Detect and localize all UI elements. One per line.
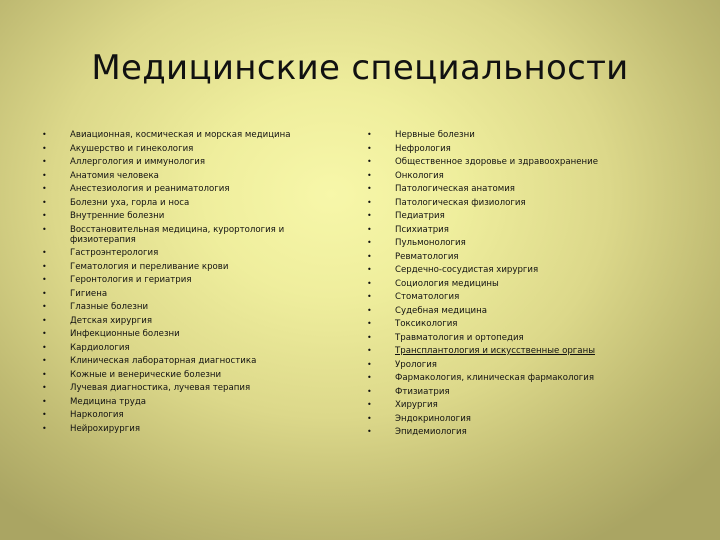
bullet-icon: • <box>42 275 47 284</box>
list-item <box>42 289 337 299</box>
bullet-icon: • <box>42 197 47 207</box>
bullet-icon: • <box>367 319 372 328</box>
list-item-label: Нейрохирургия <box>70 423 140 434</box>
list-item-link[interactable]: Трансплантология и искусственные органы <box>395 346 595 356</box>
list-item <box>367 319 687 329</box>
list-item <box>367 400 687 410</box>
bullet-icon: • <box>367 224 372 234</box>
list-item-label: Судебная медицина <box>395 305 488 316</box>
bullet-icon: • <box>42 302 47 311</box>
list-item <box>367 414 687 424</box>
bullet-icon: • <box>367 265 372 274</box>
list-item-label: Детская хирургия <box>70 315 153 326</box>
list-item <box>42 370 337 380</box>
list-item <box>42 262 337 272</box>
bullet-icon: • <box>42 184 47 193</box>
list-item <box>367 360 687 370</box>
bullet-icon: • <box>367 130 372 139</box>
list-item <box>42 130 337 140</box>
bullet-icon: • <box>367 251 372 261</box>
list-item-label: Нефрология <box>395 143 451 154</box>
list-item-label: Эпидемиология <box>395 427 467 437</box>
bullet-icon: • <box>42 224 47 234</box>
list-item-label: Медицина труда <box>70 396 147 407</box>
list-item <box>367 265 687 275</box>
specialties-list-right <box>367 130 687 441</box>
list-item-label: Восстановительная медицина, курортология и физиотерапия <box>70 224 285 245</box>
list-item <box>42 424 337 434</box>
bullet-icon: • <box>42 423 47 433</box>
bullet-icon: • <box>367 427 372 436</box>
slide-title: Медицинские специальности <box>91 48 629 88</box>
bullet-icon: • <box>367 373 372 382</box>
list-item <box>42 383 337 393</box>
list-item-label: Токсикология <box>395 319 458 329</box>
list-item <box>367 252 687 262</box>
bullet-icon: • <box>367 346 372 355</box>
list-item <box>42 144 337 154</box>
bullet-icon: • <box>367 386 372 396</box>
list-item <box>42 397 337 407</box>
list-item <box>42 211 337 221</box>
list-item-label: Патологическая анатомия <box>395 184 515 194</box>
bullet-icon: • <box>42 261 47 271</box>
list-item <box>42 171 337 181</box>
bullet-icon: • <box>367 400 372 409</box>
list-item <box>367 306 687 316</box>
bullet-icon: • <box>367 170 372 180</box>
list-item-label: Геронтология и гериатрия <box>70 275 192 285</box>
list-item-label: Эндокринология <box>395 413 471 424</box>
list-item <box>367 130 687 140</box>
list-item-label: Гигиена <box>70 288 108 299</box>
list-item-label: Фармакология, клиническая фармакология <box>395 373 595 383</box>
list-item <box>367 144 687 154</box>
list-item-label: Ревматология <box>395 251 459 262</box>
list-item-label: Психиатрия <box>395 224 449 235</box>
bullet-icon: • <box>42 143 47 153</box>
bullet-icon: • <box>42 329 47 338</box>
list-item <box>42 248 337 258</box>
list-item <box>367 225 687 235</box>
bullet-icon: • <box>367 143 372 153</box>
bullet-icon: • <box>367 238 372 247</box>
list-item <box>367 184 687 194</box>
list-item <box>367 292 687 302</box>
list-item <box>367 427 687 437</box>
list-item <box>367 387 687 397</box>
bullet-icon: • <box>367 211 372 220</box>
bullet-icon: • <box>42 315 47 325</box>
bullet-icon: • <box>42 130 47 139</box>
bullet-icon: • <box>42 342 47 352</box>
list-item <box>42 275 337 285</box>
list-item <box>42 316 337 326</box>
list-item-label: Хирургия <box>395 400 438 410</box>
list-item <box>367 171 687 181</box>
bullet-icon: • <box>367 292 372 301</box>
list-item <box>367 238 687 248</box>
list-item-label: Гастроэнтерология <box>70 248 159 258</box>
list-item-label: Анатомия человека <box>70 170 159 181</box>
bullet-icon: • <box>367 184 372 193</box>
bullet-icon: • <box>42 383 47 392</box>
list-item-label: Патологическая физиология <box>395 197 526 208</box>
bullet-icon: • <box>42 410 47 419</box>
bullet-icon: • <box>367 197 372 207</box>
bullet-icon: • <box>42 356 47 365</box>
list-item-label: Гематология и переливание крови <box>70 261 229 272</box>
list-item <box>367 211 687 221</box>
list-item-label: Кожные и венерические болезни <box>70 369 222 380</box>
bullet-icon: • <box>367 332 372 342</box>
list-item-label: Социология медицины <box>395 278 499 289</box>
bullet-icon: • <box>42 248 47 257</box>
list-item <box>42 302 337 312</box>
list-item-label: Инфекционные болезни <box>70 329 180 339</box>
list-item <box>42 356 337 366</box>
bullet-icon: • <box>42 288 47 298</box>
bullet-icon: • <box>42 170 47 180</box>
list-item-label: Акушерство и гинекология <box>70 143 194 154</box>
bullet-icon: • <box>42 211 47 220</box>
list-item <box>42 198 337 208</box>
list-item-label: Лучевая диагностика, лучевая терапия <box>70 383 251 393</box>
list-item <box>42 184 337 194</box>
list-item-label: Глазные болезни <box>70 302 149 312</box>
bullet-icon: • <box>367 305 372 315</box>
list-item-label: Нервные болезни <box>395 130 475 140</box>
bullet-icon: • <box>42 369 47 379</box>
list-item <box>42 410 337 420</box>
list-item <box>367 373 687 383</box>
list-item <box>367 279 687 289</box>
list-item <box>42 329 337 339</box>
list-item-label: Внутренние болезни <box>70 211 165 221</box>
list-item-label: Кардиология <box>70 342 130 353</box>
list-item[interactable] <box>367 346 687 356</box>
bullet-icon: • <box>367 413 372 423</box>
bullet-icon: • <box>367 157 372 166</box>
list-item-label: Урология <box>395 359 437 370</box>
list-item-label: Фтизиатрия <box>395 386 450 397</box>
bullet-icon: • <box>367 278 372 288</box>
list-item-label: Болезни уха, горла и носа <box>70 197 190 208</box>
list-item <box>367 198 687 208</box>
list-item-label: Пульмонология <box>395 238 466 248</box>
bullet-icon: • <box>42 157 47 166</box>
list-item-label: Анестезиология и реаниматология <box>70 184 230 194</box>
list-item <box>42 157 337 167</box>
list-item <box>42 225 337 245</box>
list-item <box>42 343 337 353</box>
list-item-label: Аллергология и иммунология <box>70 157 205 167</box>
list-item-label: Сердечно-сосудистая хирургия <box>395 265 539 275</box>
list-item-label: Общественное здоровье и здравоохранение <box>395 157 599 167</box>
list-item-label: Педиатрия <box>395 211 445 221</box>
list-item-label: Авиационная, космическая и морская медицина <box>70 130 291 140</box>
list-item-label: Травматология и ортопедия <box>395 332 524 343</box>
list-item <box>367 333 687 343</box>
list-item <box>367 157 687 167</box>
specialties-list-left <box>42 130 337 437</box>
list-item-label: Клиническая лабораторная диагностика <box>70 356 257 366</box>
bullet-icon: • <box>42 396 47 406</box>
list-item-label: Наркология <box>70 410 124 420</box>
bullet-icon: • <box>367 359 372 369</box>
list-item-label: Онкология <box>395 170 444 181</box>
list-item-label: Стоматология <box>395 292 460 302</box>
